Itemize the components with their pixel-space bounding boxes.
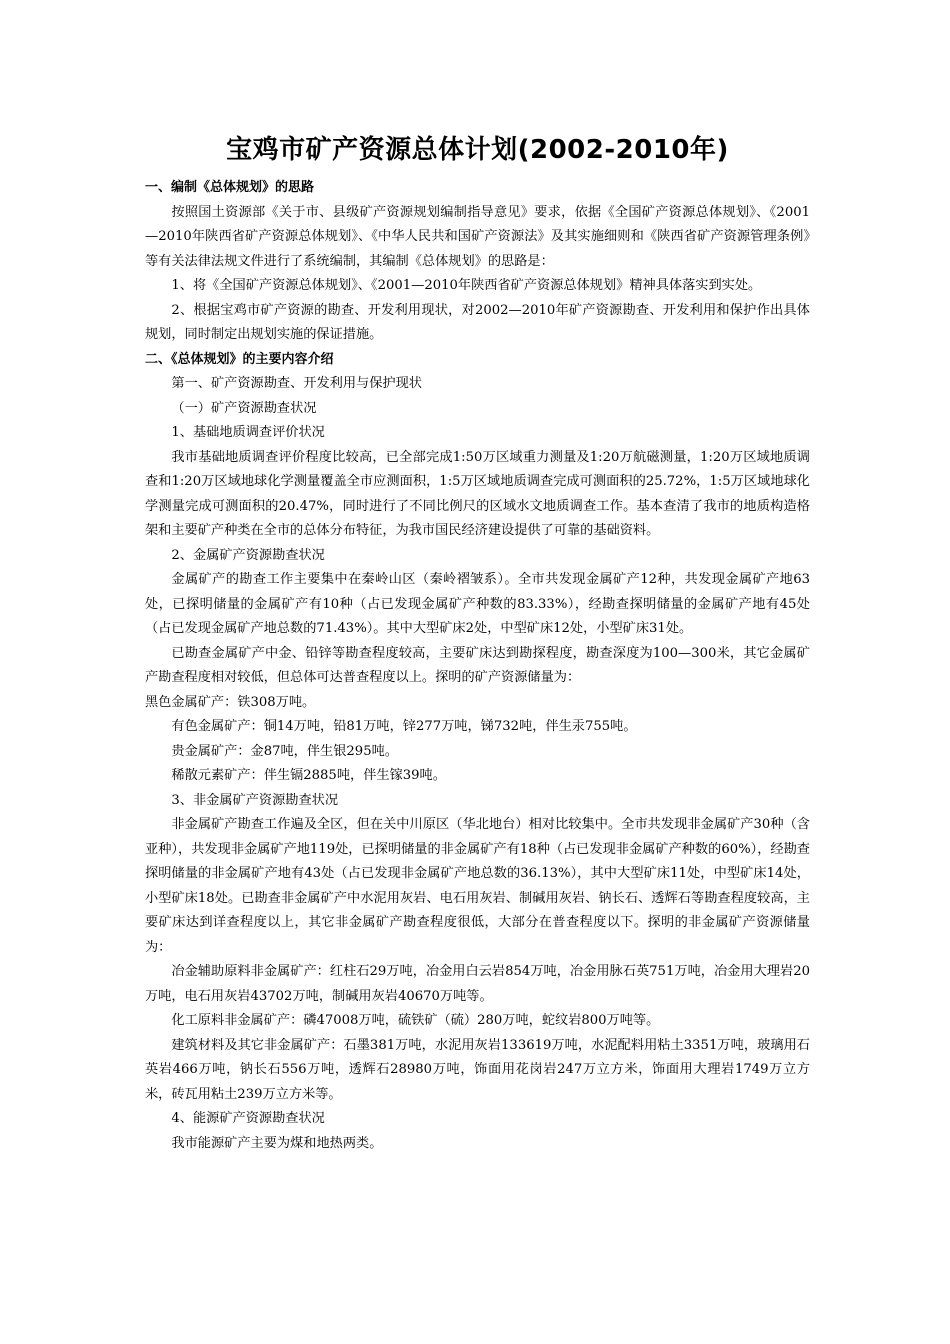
document-page [145, 128, 810, 1156]
paragraph: 1、将《全国矿产资源总体规划》、《2001—2010年陕西省矿产资源总体规划》精神具体落实到实处。 [171, 278, 762, 293]
paragraph: 金属矿产的勘查工作主要集中在秦岭山区（秦岭褶皱系）。全市共发现金属矿产12种，共发现金属矿产地63处，已探明储量的金属矿产有10种（占已发现金属矿产种数的83.33%），经勘查探明储量的金属矿产地有45处（占已发现金属矿产地总数的71.43%）。其中大型矿床2处，中型矿床12处，小型矿床31处。 [145, 572, 810, 636]
section-heading: 一、编制《总体规划》的思路 [145, 180, 315, 195]
paragraph: 2、根据宝鸡市矿产资源的勘查、开发利用现状，对2002—2010年矿产资源勘查、开发利用和保护作出具体规划，同时制定出规划实施的保证措施。 [145, 302, 810, 342]
paragraph: 冶金辅助原料非金属矿产：红柱石29万吨，冶金用白云岩854万吨，冶金用脉石英751万吨，冶金用大理岩20万吨，电石用灰岩43702万吨，制碱用灰岩40670万吨等。 [145, 964, 810, 1004]
paragraph: 贵金属矿产：金87吨，伴生银295吨。 [171, 743, 398, 759]
paragraph: （一）矿产资源勘查状况 [171, 400, 317, 416]
paragraph: 非金属矿产勘查工作遍及全区，但在关中川原区（华北地台）相对比较集中。全市共发现非金属矿产30种（含亚种），共发现非金属矿产地119处，已探明储量的非金属矿产有18种（占已发现非金属矿产种数的60%），经勘查探明储量的非金属矿产地有43处（占已发现非金属矿产地总数的36.13%），其中大型矿床11处，中型矿床14处，小型矿床18处。已勘查非金属矿产中水泥用灰岩、电石用灰岩、制碱用灰岩、钠长石、透辉石等勘查程度较高，主要矿床达到详查程度以上，其它非金属矿产勘查程度很低，大部分在普查程度以下。探明的非金属矿产资源储量为： [145, 817, 810, 955]
paragraph: 3、非金属矿产资源勘查状况 [171, 792, 339, 808]
paragraph: 已勘查金属矿产中金、铅锌等勘查程度较高，主要矿床达到勘探程度，勘查深度为100—300米，其它金属矿产勘查程度相对较低，但总体可达普查程度以上。探明的矿产资源储量为： [145, 645, 810, 685]
paragraph: 第一、矿产资源勘查、开发利用与保护现状 [171, 376, 422, 391]
section-heading: 二、《总体规划》的主要内容介绍 [145, 351, 334, 367]
paragraph: 我市基础地质调查评价程度比较高，已全部完成1:50万区域重力测量及1:20万航磁测量，1:20万区域地质调查和1:20万区域地球化学测量覆盖全市应测面积，1:5万区域地质调查完成可测面积的25.72%，1:5万区域地球化学测量完成可测面积的20.47%，同时进行了不同比例尺的区域水文地质调查工作。基本查清了我市的地质构造格架和主要矿产种类在全市的总体分布特征，为我市国民经济建设提供了可靠的基础资料。 [145, 449, 810, 538]
paragraph: 4、能源矿产资源勘查状况 [171, 1111, 325, 1126]
paragraph: 1、基础地质调查评价状况 [171, 425, 325, 440]
paragraph: 我市能源矿产主要为煤和地热两类。 [171, 1135, 383, 1151]
paragraph: 化工原料非金属矿产：磷47008万吨，硫铁矿（硫）280万吨，蛇纹岩800万吨等。 [171, 1013, 660, 1028]
paragraph: 有色金属矿产：铜14万吨，铅81万吨，锌277万吨，锑732吨，伴生汞755吨。 [171, 719, 637, 734]
paragraph: 稀散元素矿产：伴生镉2885吨，伴生镓39吨。 [171, 768, 446, 783]
paragraph: 建筑材料及其它非金属矿产：石墨381万吨，水泥用灰岩133619万吨，水泥配料用粘土3351万吨，玻璃用石英岩466万吨，钠长石556万吨，透辉石28980万吨，饰面用花岗岩247万立方米，饰面用大理岩1749万立方米，砖瓦用粘土239万立方米等。 [145, 1037, 810, 1102]
paragraph: 黑色金属矿产：铁308万吨。 [145, 694, 316, 710]
paragraph: 按照国土资源部《关于市、县级矿产资源规划编制指导意见》要求，依据《全国矿产资源总体规划》、《2001—2010年陕西省矿产资源总体规划》、《中华人民共和国矿产资源法》及其实施细则和《陕西省矿产资源管理条例》等有关法律法规文件进行了系统编制，其编制《总体规划》的思路是： [145, 204, 810, 269]
page-title: 宝鸡市矿产资源总体计划(2002-2010年) [226, 135, 729, 165]
paragraph: 2、金属矿产资源勘查状况 [171, 547, 325, 563]
